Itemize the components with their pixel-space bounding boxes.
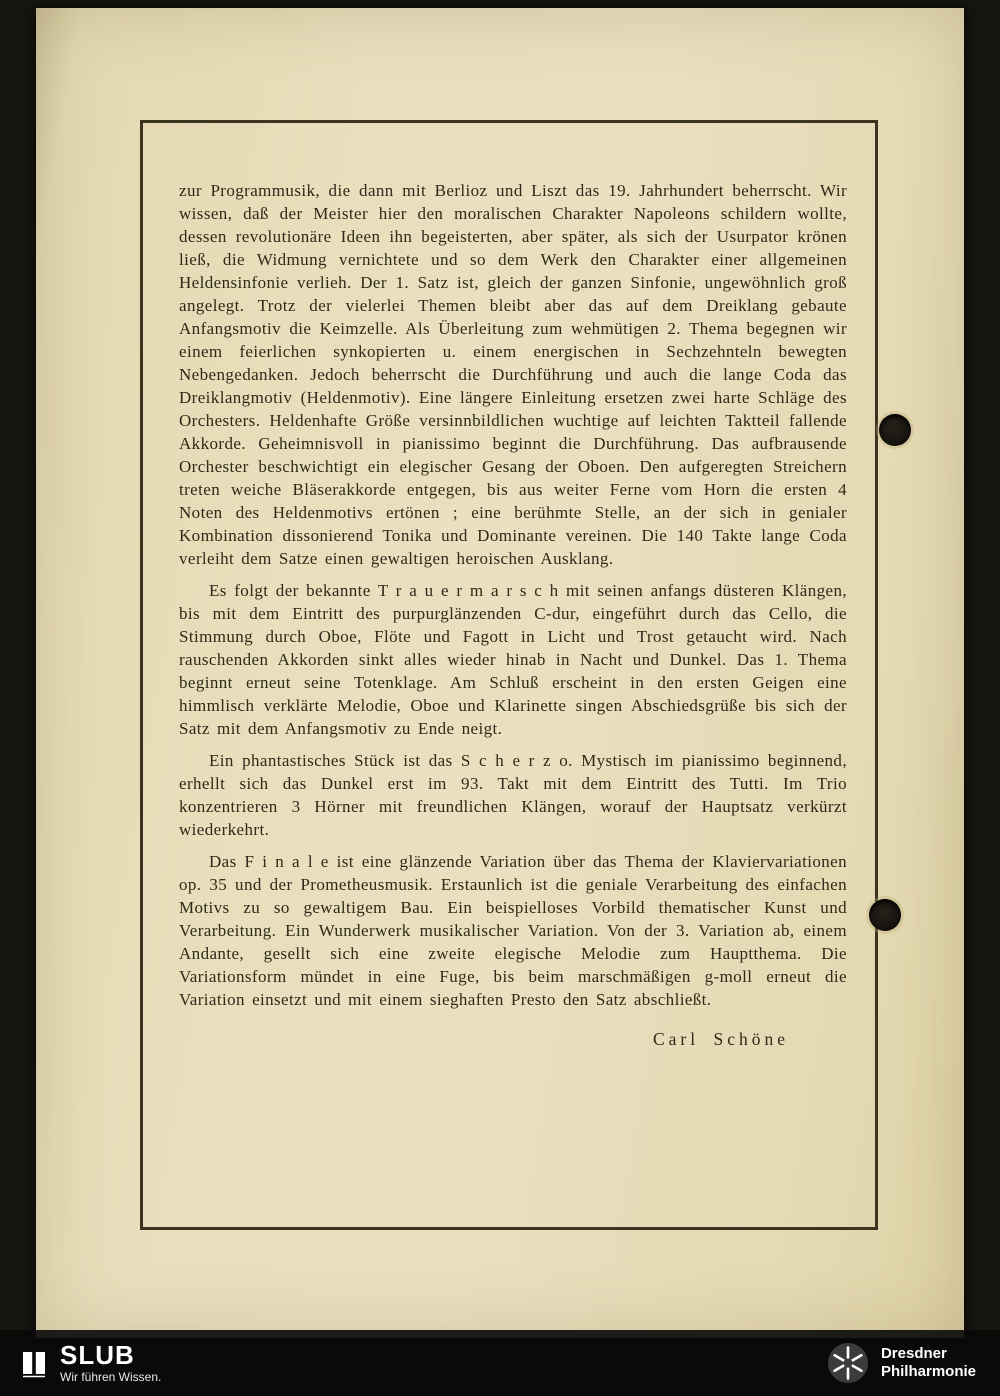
philharmonie-logo [827, 1342, 976, 1384]
philharmonie-line2: Philharmonie [880, 1363, 976, 1380]
paragraph-1: zur Programmusik, die dann mit Berlioz und Liszt das 19. Jahrhundert beherrscht. Wir wissen, daß der Meister hier den moralischen Charakter Napoleons schildern wollte, dessen revolutionäre Ideen ihn begeisterten, aber später, als sich der Usurpator krönen ließ, die Widmung vernichtete und so dem Werk den Charakter einer allgemeinen Heldensinfonie verlieh. Der 1. Satz ist, gleich der ganzen Sinfonie, ungewöhnlich groß angelegt. Trotz der vielerlei Themen bleibt aber das auf dem Dreiklang gebaute Anfangsmotiv die Keimzelle. Als Überleitung zum wehmütigen 2. Thema begegnen wir einem feierlichen synkopierten u. einem energischen in Sechzehnteln bewegten Nebengedanken. Jedoch beherrscht die Durchführung und auch die lange Coda das Dreiklangmotiv (Heldenmotiv). Eine längere Einleitung ersetzen zwei harte Schläge des Orchesters. Heldenhafte Größe versinnbildlichen wuchtige auf leichten Taktteil fallende Akkorde. Geheimnisvoll in pianissimo beginnt die Durchführung. Das aufbrausende Orchester beschwichtigt ein elegischer Gesang der Oboen. Den aufgeregten Streichern treten weiche Bläserakkorde entgegen, bis aus weiter Ferne vom Horn die ersten 4 Noten des Heldenmotivs ertönen ; eine berühmte Stelle, an der sich in genialer Kombination dissonierend Tonika und Dominante vereinen. Die 140 Takte lange Coda verleiht dem Satze einen gewaltigen heroischen Ausklang. [179, 181, 847, 568]
open-book-icon [20, 1347, 48, 1379]
paragraph-2: Es folgt der bekannte T r a u e r m a r s c h mit seinen anfangs düsteren Klängen, bis mit dem Eintritt des purpurglänzenden C-dur, eingeführt durch das Cello, die Stimmung durch Oboe, Flöte und Fagott in Licht und Trost getaucht wird. Nach rauschenden Akkorden sinkt alles wieder hinab in Nacht und Dunkel. Das 1. Thema beginnt erneut seine Totenklage. Am Schluß erscheint in den ersten Geigen eine himmlisch verklärte Melodie, Oboe und Klarinette singen Abschiedsgrüße bis sich der Satz mit dem Anfangsmotiv zu Ende neigt. [179, 581, 847, 738]
slub-text [60, 1342, 161, 1384]
punch-hole-bottom [869, 899, 901, 931]
signature: Carl Schöne [652, 1029, 789, 1049]
philharmonie-line1: Dresdner [880, 1345, 947, 1362]
document-text [179, 179, 847, 1050]
document-page [36, 8, 964, 1338]
snowflake-icon [827, 1342, 869, 1384]
punch-hole-top [879, 414, 911, 446]
philharmonie-text [881, 1345, 976, 1381]
footer-bar [0, 1330, 1000, 1396]
slub-logo [20, 1342, 161, 1384]
paragraph-4: Das F i n a l e ist eine glänzende Variation über das Thema der Klaviervariationen op. 35 und der Prometheusmusik. Erstaunlich ist die geniale Verarbeitung des einfachen Motivs zu so gewaltigem Bau. Ein beispielloses Vorbild thematischer Kunst und Verarbeitung. Ein Wunderwerk musikalischer Variation. Von der 3. Variation ab, einem Andante, gesellt sich eine zweite elegische Melodie zum Hauptthema. Die Variationsform mündet in eine Fuge, bis beim marschmäßigen g-moll erneut die Variation einsetzt und mit einem sieghaften Presto den Satz abschließt. [179, 852, 847, 1009]
slub-tagline: Wir führen Wissen. [60, 1370, 162, 1384]
page-border-frame [140, 120, 878, 1230]
slub-wordmark: SLUB [60, 1340, 135, 1370]
paragraph-3: Ein phantastisches Stück ist das S c h e r z o. Mystisch im pianissimo beginnend, erhellt sich das Dunkel erst im 93. Takt mit dem Eintritt des Tutti. Im Trio konzentrieren 3 Hörner mit freundlichen Klängen, worauf der Hauptsatz verkürzt wiederkehrt. [179, 751, 847, 839]
